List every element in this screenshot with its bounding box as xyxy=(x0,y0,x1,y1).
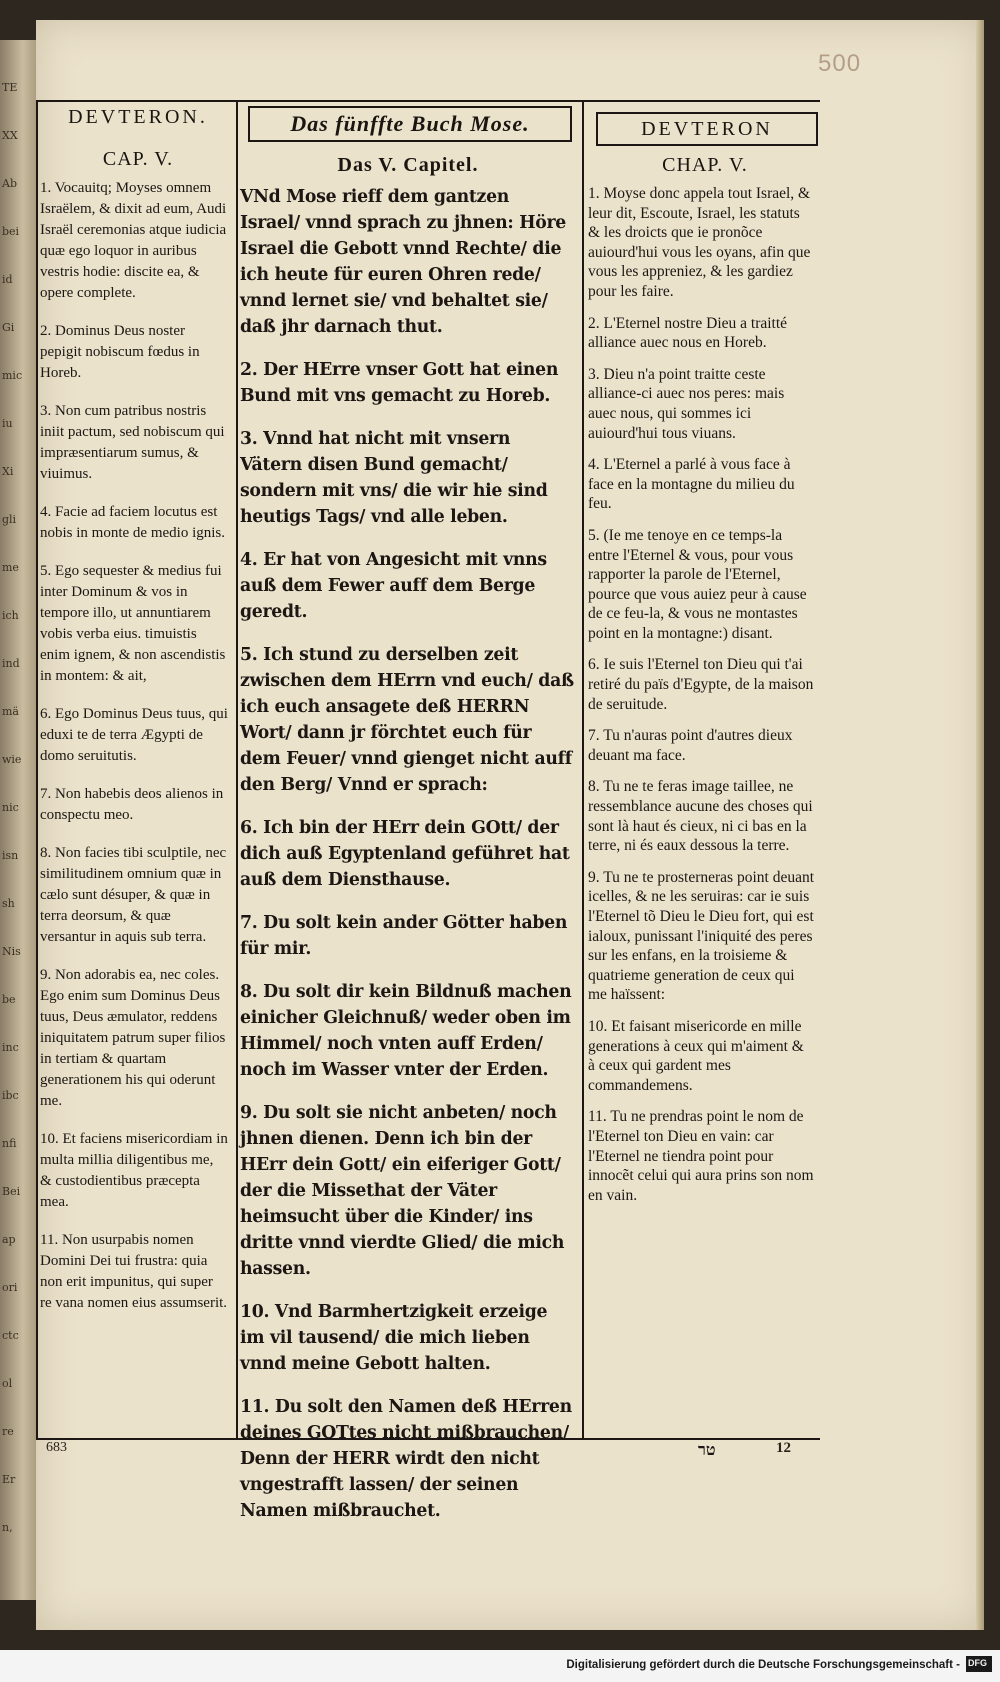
previous-page-fragment: XX xyxy=(2,129,18,142)
french-verse-2: 2. L'Eternel nostre Dieu a traitté alliance auec nous en Horeb. xyxy=(588,314,788,352)
previous-page-fragment: me xyxy=(2,561,19,574)
previous-page-fragment: ol xyxy=(2,1377,13,1390)
french-verse-10: 10. Et faisant misericorde en mille generations à ceux qui m'aiment & à ceux qui gardent mes commandemens. xyxy=(588,1017,804,1094)
page-fore-edge xyxy=(976,20,984,1630)
german-verse-8: 8. Du solt dir kein Bildnuß machen einicher Gleichnuß/ weder oben im Himmel/ noch vnten auff Erden/ noch im Wasser vnter der Erden. xyxy=(240,982,572,1080)
catchword: 12 xyxy=(776,1440,791,1456)
german-verse-7: 7. Du solt kein ander Götter haben für mir. xyxy=(240,913,568,959)
frame-left-rule xyxy=(36,100,38,1438)
french-verse-9: 9. Tu ne te prosterneras point deuant icelles, & ne les seruiras: car ie suis l'Eternel tõ Dieu le Dieu fort, qui est ialoux, punissant l'iniquité des peres sur les enfans, en la troisieme & quatrieme generation de ceux qui me haïssent: xyxy=(588,868,815,1004)
page-number: 683 xyxy=(46,1440,67,1455)
previous-page-fragment: Er xyxy=(2,1473,16,1486)
german-verse-9: 9. Du solt sie nicht anbeten/ noch jhnen dienen. Denn ich bin der HErr dein Gott/ ein eiferiger Gott/ der die Missethat der Väter heimsucht über die Kinder/ ins dritte vnnd vierdte Glied/ die mich hassen. xyxy=(240,1103,565,1279)
previous-page-fragment: sh xyxy=(2,897,15,910)
previous-page-fragment: Gi xyxy=(2,321,15,334)
latin-verse-8: 8. Non facies tibi sculptile, nec similitudinem omnium quæ in cælo sunt désuper, & quæ in terra deorsum, & quæ versantur in aquis sub terra. xyxy=(40,845,227,945)
latin-verse-4: 4. Facie ad faciem locutus est nobis in monte de medio ignis. xyxy=(40,504,225,541)
latin-verse-3: 3. Non cum patribus nostris iniit pactum, sed nobiscum qui impræsentiarum sumus, & viuimus. xyxy=(40,403,225,482)
french-header: DEVTERON xyxy=(596,112,818,146)
german-header: Das fünffte Buch Mose. xyxy=(248,106,572,142)
previous-page-fragment: mä xyxy=(2,705,19,718)
french-verse-1: 1. Moyse donc appela tout Israel, & leur dit, Escoute, Israel, les statuts & les droicts que ie pronõce auiourd'hui vous les oyans, afin que vous les appreniez, & les gardiez pour les faire. xyxy=(588,185,811,300)
previous-page-fragment: nic xyxy=(2,801,19,814)
german-verse-2: 2. Der HErre vnser Gott hat einen Bund mit vns gemacht zu Horeb. xyxy=(240,360,559,406)
previous-page-fragment: Bei xyxy=(2,1185,21,1198)
german-verse-11: 11. Du solt den Namen deß HErren deines GOTtes nicht mißbrauchen/ Denn der HERR wirdt den nicht vngestrafft lassen/ der seinen Namen mißbrauchet. xyxy=(240,1397,572,1521)
french-verse-4: 4. L'Eternel a parlé à vous face à face en la montagne du milieu du feu. xyxy=(588,456,795,513)
previous-page-fragment: gli xyxy=(2,513,17,526)
german-chapter-heading: Das V. Capitel. xyxy=(337,154,479,176)
column-rule-1 xyxy=(236,100,238,1438)
french-chapter-heading: CHAP. V. xyxy=(662,154,748,176)
previous-page-fragment: ap xyxy=(2,1233,16,1246)
previous-page-fragment: ibc xyxy=(2,1089,19,1102)
french-verse-6: 6. Ie suis l'Eternel ton Dieu qui t'ai retiré du païs d'Egypte, de la maison de seruitude. xyxy=(588,656,814,713)
previous-page-edge xyxy=(0,40,39,1600)
latin-column xyxy=(40,178,228,1331)
previous-page-fragment: Xi xyxy=(2,465,14,478)
dfg-logo xyxy=(966,1656,992,1672)
latin-header: DEVTERON. xyxy=(68,106,208,128)
german-column xyxy=(240,184,574,1541)
previous-page-fragment: nfi xyxy=(2,1137,17,1150)
previous-page-fragment: wie xyxy=(2,753,22,766)
latin-chapter-heading: CAP. V. xyxy=(102,148,174,170)
previous-page-fragment: ori xyxy=(2,1281,18,1294)
german-verse-6: 6. Ich bin der HErr dein GOtt/ der dich auß Egyptenland geführet hat auß dem Diensthause. xyxy=(240,818,570,890)
latin-verse-5: 5. Ego sequester & medius fui inter Dominum & vos in tempore illo, ut annuntiarem vobis verba eius. timuistis enim ignem, & non ascendistis in montem: & ait, xyxy=(40,563,226,684)
latin-verse-10: 10. Et faciens misericordiam in multa millia diligentibus me, & custodientibus præcepta mea. xyxy=(40,1131,228,1210)
german-verse-1: VNd Mose rieff dem gantzen Israel/ vnnd sprach zu jhnen: Höre Israel die Gebott vnnd Rechte/ die ich heute für euren Ohren rede/ vnnd lernet sie/ vnd behaltet sie/ daß jhr darnach thut. xyxy=(240,187,566,337)
french-verse-5: 5. (Ie me tenoye en ce temps-la entre l'Eternel & vous, pour vous rapporter la parole de l'Eternel, pource que vous auiez peur à cause de ce feu-la, & vous ne montastes point en la montagne:) disant. xyxy=(588,526,807,642)
dfg-logo-text: DFG xyxy=(968,1658,987,1668)
previous-page-fragment: Nis xyxy=(2,945,21,958)
previous-page-fragment: isn xyxy=(2,849,19,862)
french-verse-11: 11. Tu ne prendras point le nom de l'Eternel ton Dieu en vain: car l'Eternel ne tiendra point pour innocẽt celui qui aura prins son nom en vain. xyxy=(588,1108,814,1204)
previous-page-fragment: TE xyxy=(2,81,18,94)
pencil-folio-note: 500 xyxy=(818,50,862,77)
latin-verse-9: 9. Non adorabis ea, nec coles. Ego enim sum Dominus Deus tuus, Deus æmulator, reddens iniquitatem patrum super filios in tertiam & quartam generationem his qui oderunt me. xyxy=(40,967,226,1109)
previous-page-fragment: Ab xyxy=(2,177,17,190)
funding-credit: Digitalisierung gefördert durch die Deutsche Forschungsgemeinschaft - xyxy=(566,1659,960,1671)
latin-verse-7: 7. Non habebis deos alienos in conspectu meo. xyxy=(40,786,224,823)
latin-verse-11: 11. Non usurpabis nomen Domini Dei tui frustra: quia non erit impunitus, qui super re vana nomen eius assumserit. xyxy=(40,1232,228,1311)
previous-page-fragment: iu xyxy=(2,417,13,430)
german-verse-10: 10. Vnd Barmhertzigkeit erzeige im vil tausend/ die mich lieben vnnd meine Gebott halten. xyxy=(240,1302,548,1374)
french-verse-7: 7. Tu n'auras point d'autres dieux deuant ma face. xyxy=(588,727,793,764)
previous-page-fragment: ctc xyxy=(2,1329,19,1342)
french-column xyxy=(588,184,814,1217)
french-verse-3: 3. Dieu n'a point traitte ceste alliance-ci auec nos peres: mais auec nous, qui sommes ici auiourd'hui tous viuans. xyxy=(588,365,785,442)
previous-page-fragment: ich xyxy=(2,609,19,622)
german-verse-5: 5. Ich stund zu derselben zeit zwischen dem HErrn vnd euch/ daß ich euch ansagete deß HERRN Wort/ dann jr förchtet euch für dem Feuer/ vnnd gienget nicht auff den Berg/ Vnnd er sprach: xyxy=(240,645,574,795)
previous-page-fragment: n, xyxy=(2,1521,13,1534)
german-verse-4: 4. Er hat von Angesicht mit vnns auß dem Fewer auff dem Berge geredt. xyxy=(240,550,547,622)
latin-verse-1: 1. Vocauitq; Moyses omnem Israëlem, & dixit ad eum, Audi Israël ceremonias atque iudicia quæ ego loquor in auribus vestris hodie: discite ea, & opere complete. xyxy=(40,180,227,301)
previous-page-fragment: ind xyxy=(2,657,20,670)
previous-page-fragment: id xyxy=(2,273,13,286)
signature-mark: טר xyxy=(698,1440,716,1459)
previous-page-fragment: be xyxy=(2,993,16,1006)
german-verse-3: 3. Vnnd hat nicht mit vnsern Vätern disen Bund gemacht/ sondern mit vns/ die wir hie sind heutigs Tags/ vnd alle leben. xyxy=(240,429,548,527)
previous-page-fragment: bei xyxy=(2,225,20,238)
previous-page-fragment: inc xyxy=(2,1041,19,1054)
previous-page-fragment: re xyxy=(2,1425,14,1438)
column-rule-2 xyxy=(582,100,584,1438)
latin-verse-2: 2. Dominus Deus noster pepigit nobiscum fœdus in Horeb. xyxy=(40,323,200,381)
french-verse-8: 8. Tu ne te feras image taillee, ne ressemblance aucune des choses qui sont là haut és cieux, ni ci bas en la terre, ni és eaux dessous la terre. xyxy=(588,778,813,855)
previous-page-fragment: mic xyxy=(2,369,23,382)
latin-verse-6: 6. Ego Dominus Deus tuus, qui eduxi te de terra Ægypti de domo seruitutis. xyxy=(40,706,228,764)
